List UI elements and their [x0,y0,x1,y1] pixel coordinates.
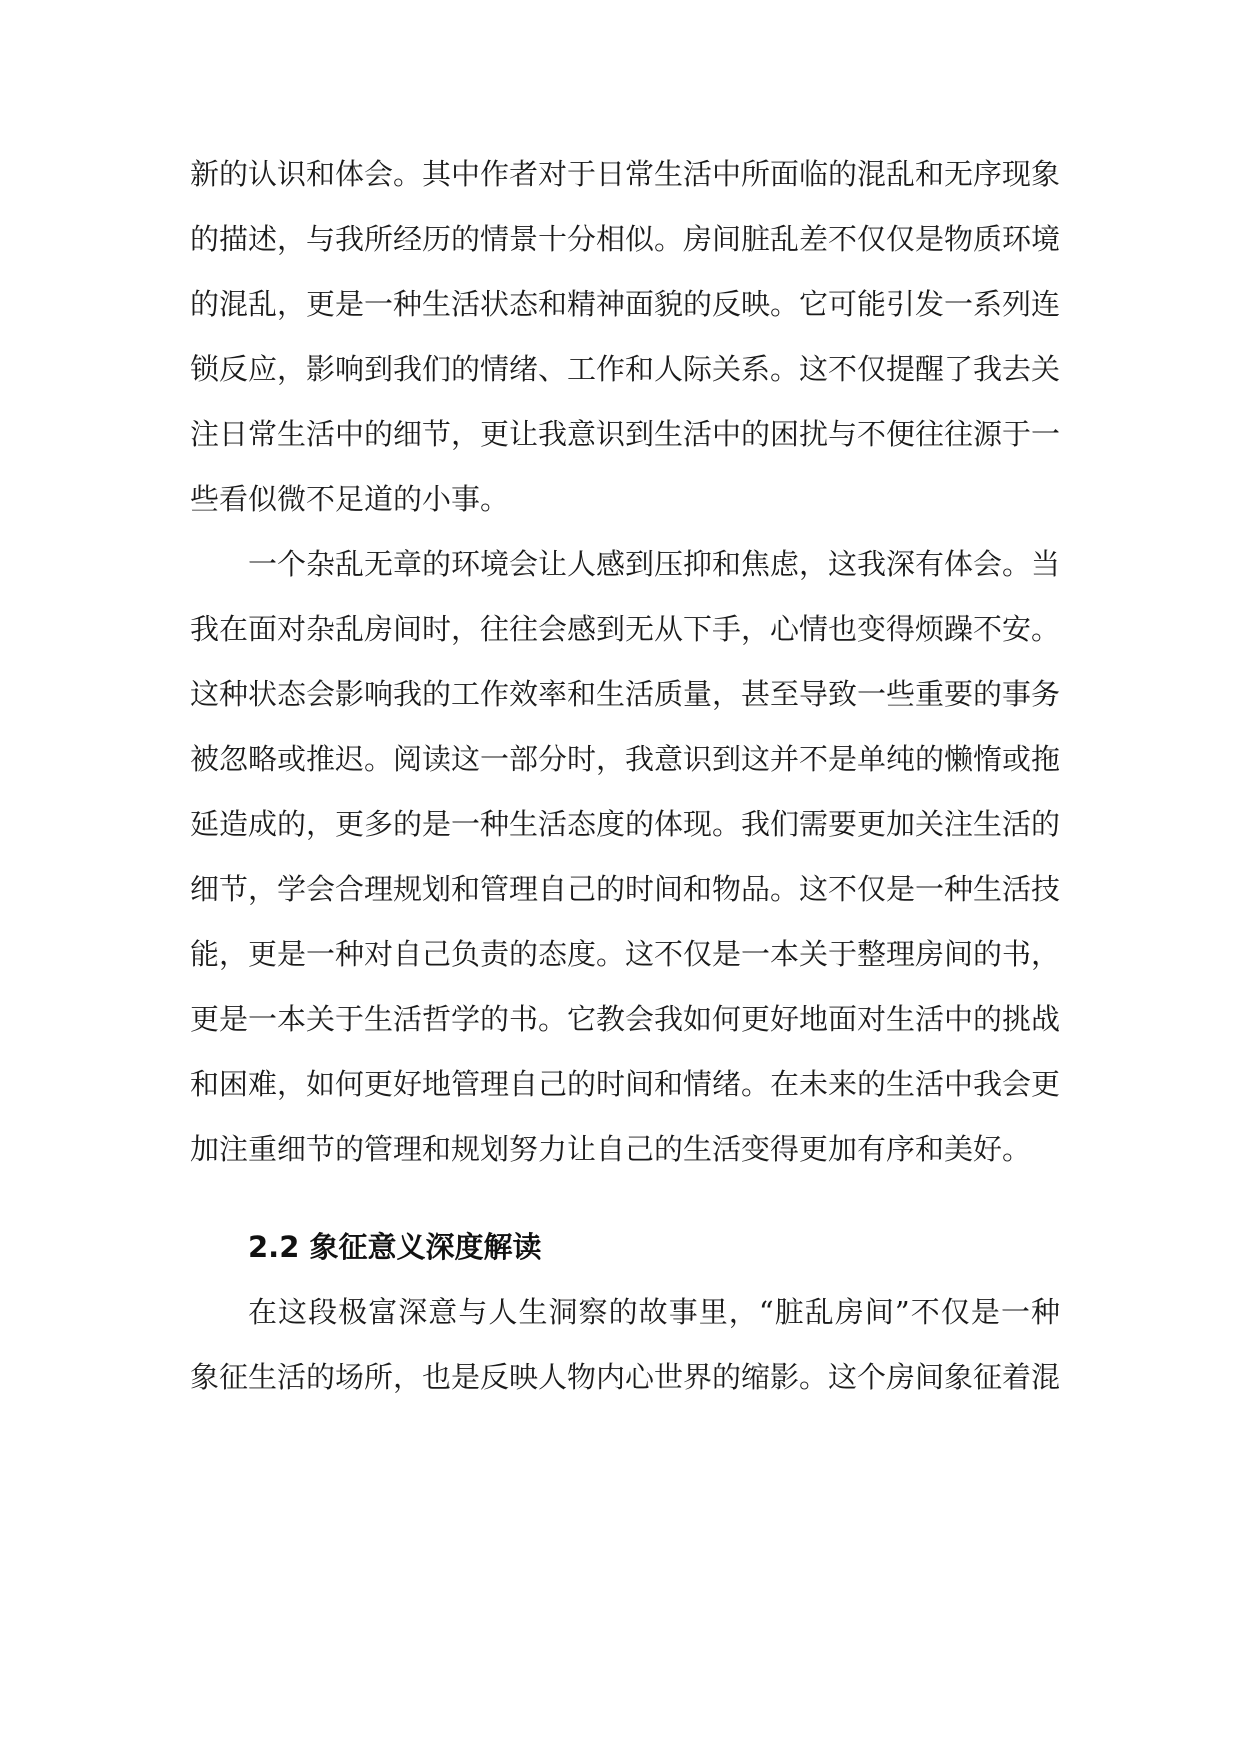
paragraph-1 [190,142,1060,532]
paragraph-line: 的混乱，更是一种生活状态和精神面貌的反映。它可能引发一系列连 [190,287,1061,321]
paragraph-line: 加注重细节的管理和规划努力让自己的生活变得更加有序和美好。 [190,1132,1032,1166]
paragraph-line: 被忽略或推迟。阅读这一部分时，我意识到这并不是单纯的懒惰或拖 [190,742,1061,776]
paragraph-3 [190,1280,1060,1410]
paragraph-line: 我在面对杂乱房间时，往往会感到无从下手，心情也变得烦躁不安。 [190,612,1061,646]
document-body [190,142,1060,1410]
paragraph-line: 更是一本关于生活哲学的书。它教会我如何更好地面对生活中的挑战 [190,1002,1061,1036]
paragraph-line: 象征生活的场所，也是反映人物内心世界的缩影。这个房间象征着混 [190,1360,1061,1394]
paragraph-line: 在这段极富深意与人生洞察的故事里，“脏乱房间”不仅是一种 [248,1295,1060,1329]
paragraph-line: 的描述，与我所经历的情景十分相似。房间脏乱差不仅仅是物质环境 [190,222,1061,256]
paragraph-line: 延造成的，更多的是一种生活态度的体现。我们需要更加关注生活的 [190,807,1061,841]
paragraph-line: 和困难，如何更好地管理自己的时间和情绪。在未来的生活中我会更 [190,1067,1061,1101]
paragraph-line: 一个杂乱无章的环境会让人感到压抑和焦虑，这我深有体会。当 [248,547,1061,581]
paragraph-2 [190,532,1060,1182]
paragraph-line: 些看似微不足道的小事。 [190,482,510,516]
paragraph-line: 锁反应，影响到我们的情绪、工作和人际关系。这不仅提醒了我去关 [190,352,1061,386]
paragraph-line: 这种状态会影响我的工作效率和生活质量，甚至导致一些重要的事务 [190,677,1061,711]
paragraph-line: 能，更是一种对自己负责的态度。这不仅是一本关于整理房间的书， [190,937,1061,971]
paragraph-line: 注日常生活中的细节，更让我意识到生活中的困扰与不便往往源于一 [190,417,1061,451]
paragraph-line: 细节，学会合理规划和管理自己的时间和物品。这不仅是一种生活技 [190,872,1061,906]
section-heading: 2.2 象征意义深度解读 [248,1230,542,1264]
paragraph-line: 新的认识和体会。其中作者对于日常生活中所面临的混乱和无序现象 [190,157,1061,191]
